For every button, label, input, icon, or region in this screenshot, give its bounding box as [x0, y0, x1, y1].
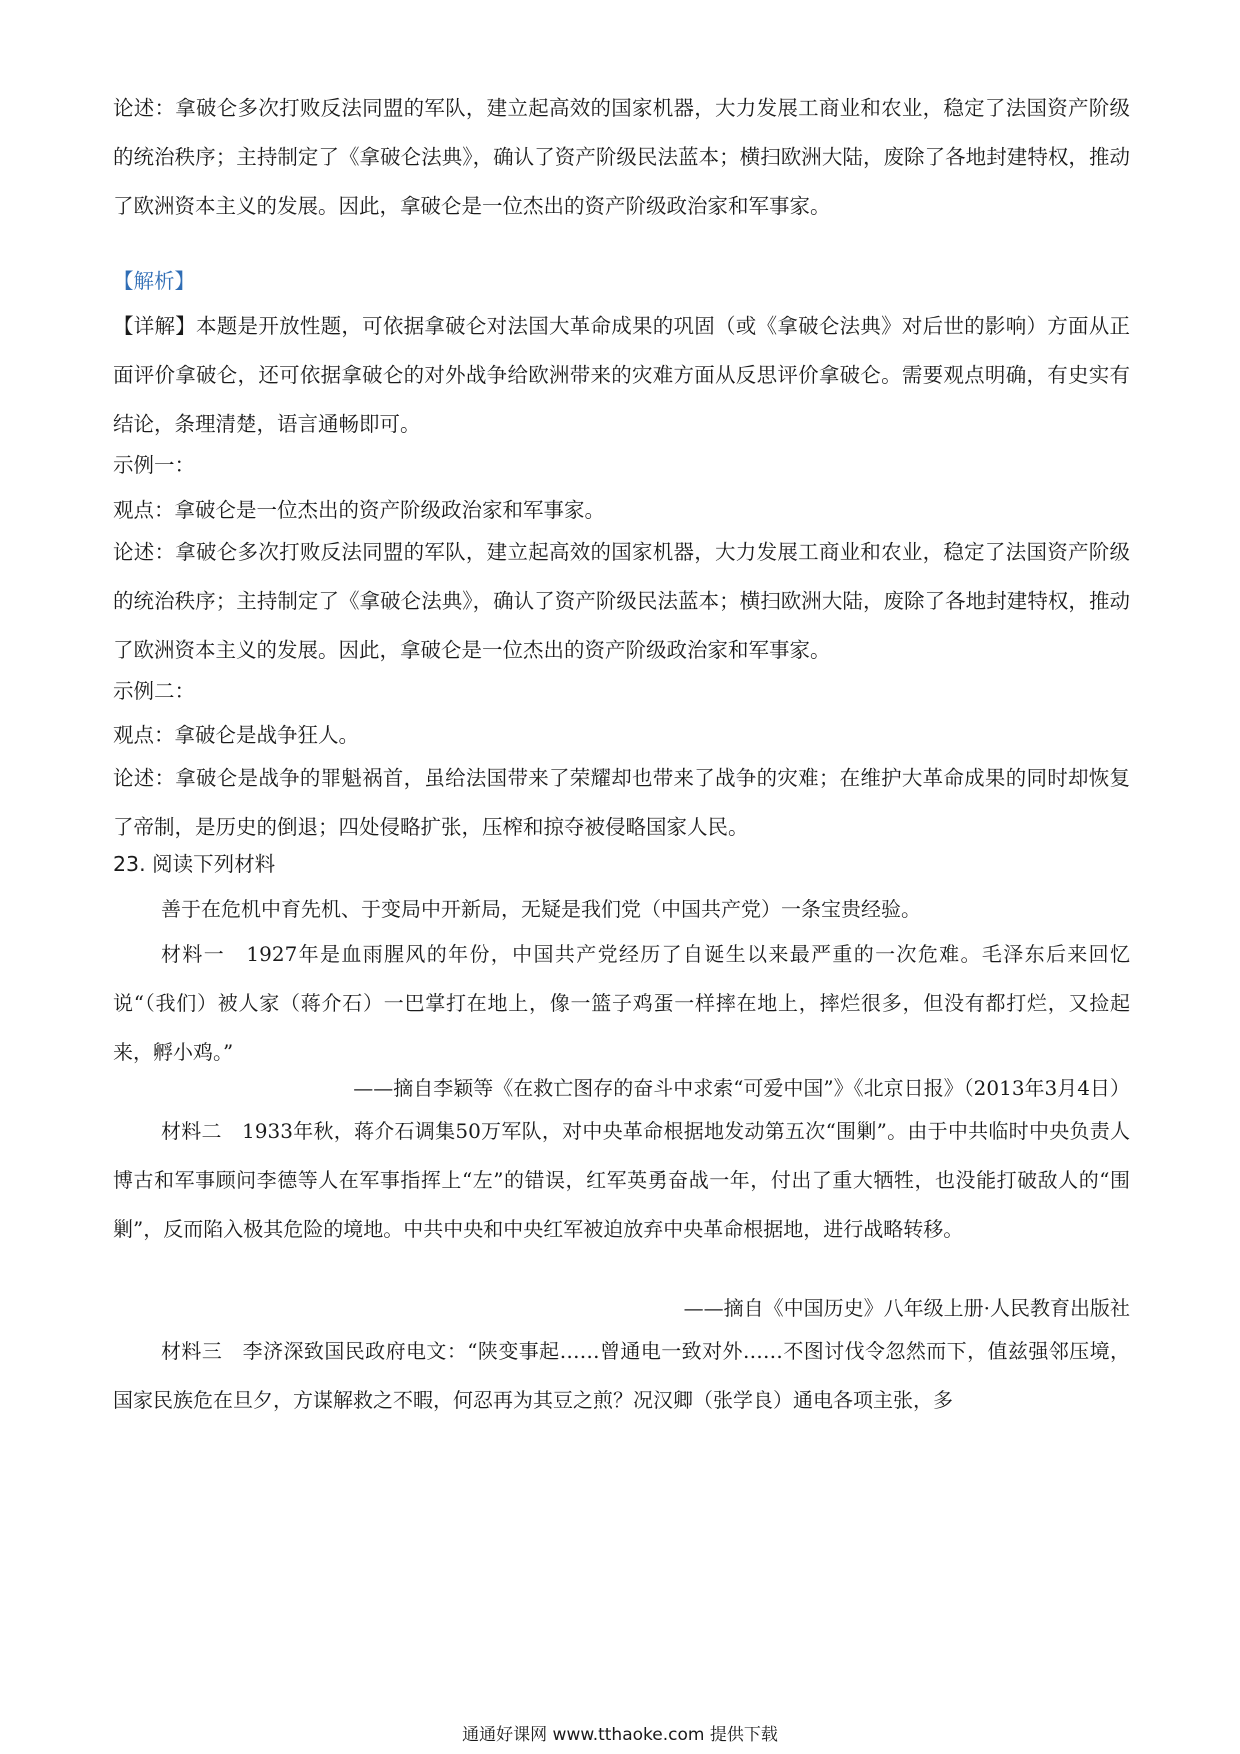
material-three: 材料三 李济深致国民政府电文：“陕变事起……曾通电一致对外……不图讨伐令忽然而下，值兹强邻压境，国家民族危在旦夕，方谋解救之不暇，何忍再为其豆之煎？况汉卿（张学良）通电各项主张，多: [113, 1339, 1130, 1412]
material-one-source: ——摘自李颖等《在救亡图存的奋斗中求索“可爱中国”》《北京日报》（2013年3月4日）: [353, 1076, 1130, 1100]
example-one-view: 观点：拿破仑是一位杰出的资产阶级政治家和军事家。: [113, 498, 605, 522]
answer-discussion-paragraph: 论述：拿破仑多次打败反法同盟的军队，建立起高效的国家机器，大力发展工商业和农业，稳定了法国资产阶级的统治秩序；主持制定了《拿破仑法典》，确认了资产阶级民法蓝本；横扫欧洲大陆，废除了各地封建特权，推动了欧洲资本主义的发展。因此，拿破仑是一位杰出的资产阶级政治家和军事家。: [113, 96, 1130, 218]
example-two-discussion: 论述：拿破仑是战争的罪魁祸首，虽给法国带来了荣耀却也带来了战争的灾难；在维护大革命成果的同时却恢复了帝制，是历史的倒退；四处侵略扩张，压榨和掠夺被侵略国家人民。: [113, 766, 1130, 839]
question-23-title: 23. 阅读下列材料: [113, 852, 276, 876]
material-one: 材料一 1927年是血雨腥风的年份，中国共产党经历了自诞生以来最严重的一次危难。毛泽东后来回忆说“（我们）被人家（蒋介石）一巴掌打在地上，像一篮子鸡蛋一样摔在地上，摔烂很多，但没有都打烂，又捡起来，孵小鸡。”: [113, 942, 1130, 1064]
example-two-label: 示例二：: [113, 679, 195, 703]
example-two-view: 观点：拿破仑是战争狂人。: [113, 723, 359, 747]
analysis-label: 【解析】: [113, 269, 195, 293]
material-two-source: ——摘自《中国历史》八年级上册·人民教育出版社: [683, 1296, 1130, 1320]
page-footer: 通通好课网 www.tthaoke.com 提供下载: [462, 1725, 778, 1745]
example-one-discussion: 论述：拿破仑多次打败反法同盟的军队，建立起高效的国家机器，大力发展工商业和农业，稳定了法国资产阶级的统治秩序；主持制定了《拿破仑法典》，确认了资产阶级民法蓝本；横扫欧洲大陆，废除了各地封建特权，推动了欧洲资本主义的发展。因此，拿破仑是一位杰出的资产阶级政治家和军事家。: [113, 540, 1130, 662]
material-two: 材料二 1933年秋，蒋介石调集50万军队，对中央革命根据地发动第五次“围剿”。由于中共临时中央负责人博古和军事顾问李德等人在军事指挥上“左”的错误，红军英勇奋战一年，付出了重大牺牲，也没能打破敌人的“围剿”，反而陷入极其危险的境地。中共中央和中央红军被迫放弃中央革命根据地，进行战略转移。: [113, 1119, 1130, 1241]
analysis-detail-paragraph: 【详解】本题是开放性题，可依据拿破仑对法国大革命成果的巩固（或《拿破仑法典》对后世的影响）方面从正面评价拿破仑，还可依据拿破仑的对外战争给欧洲带来的灾难方面从反思评价拿破仑。需要观点明确，有史实有结论，条理清楚，语言通畅即可。: [113, 314, 1130, 436]
material-intro: 善于在危机中育先机、于变局中开新局，无疑是我们党（中国共产党）一条宝贵经验。: [161, 897, 921, 921]
example-one-label: 示例一：: [113, 453, 195, 477]
